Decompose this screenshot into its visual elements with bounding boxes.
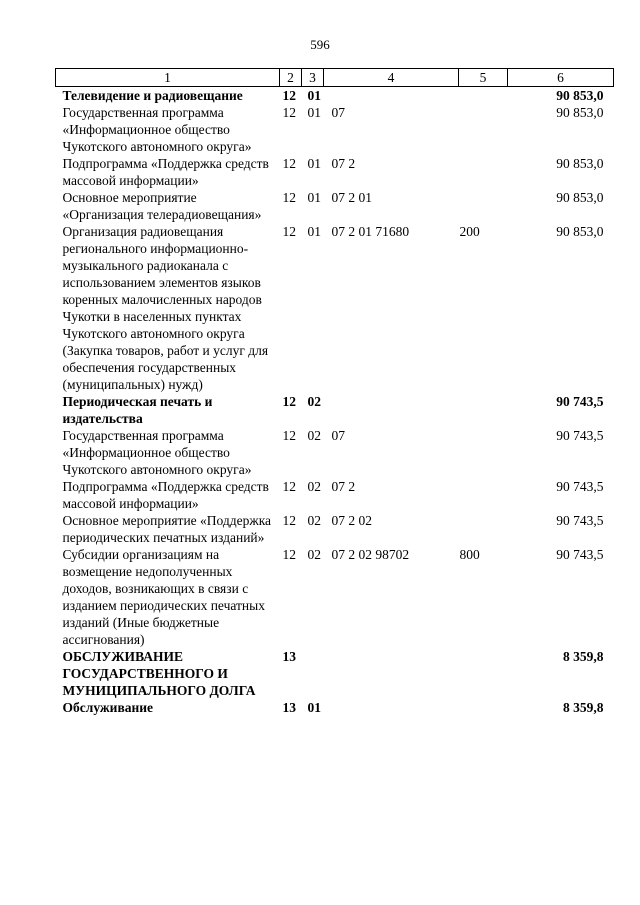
table-row: [56, 223, 614, 393]
row-name-cell: Подпрограмма «Поддержка средств массовой информации»: [62, 479, 269, 511]
subsection-code-cell: [302, 648, 324, 699]
subsection-code-cell: 01: [307, 190, 321, 205]
section-code-cell: 12: [282, 479, 296, 494]
table-row: [56, 427, 614, 478]
subsection-code-cell: 02: [307, 513, 321, 528]
column-header-1: 1: [56, 69, 280, 87]
column-header-3: 3: [302, 69, 324, 87]
section-code-cell: 12: [282, 105, 296, 120]
section-code-cell: 12: [282, 190, 296, 205]
section-code-cell: 12: [282, 428, 296, 443]
subsection-code-cell: 02: [307, 394, 321, 409]
target-article-cell: 07 2: [331, 479, 356, 494]
expense-type-cell: 800: [459, 547, 480, 562]
amount-cell: 8 359,8: [563, 649, 604, 664]
amount-cell: 90 743,5: [556, 428, 604, 443]
row-name-cell: Обслуживание: [62, 700, 154, 715]
column-header-2: 2: [280, 69, 302, 87]
subsection-code-cell: 01: [307, 105, 321, 120]
target-article-cell: [324, 699, 459, 716]
amount-cell: 90 743,5: [556, 513, 604, 528]
expense-type-cell: [459, 648, 508, 699]
section-code-cell: 12: [282, 547, 296, 562]
expense-type-cell: [459, 478, 508, 512]
section-code-cell: 13: [282, 700, 296, 715]
table-row: [56, 393, 614, 427]
amount-cell: 90 743,5: [556, 394, 604, 409]
target-article-cell: 07 2 01 71680: [331, 224, 410, 239]
section-code-cell: 13: [282, 649, 296, 664]
expense-type-cell: [459, 427, 508, 478]
target-article-cell: 07 2 02: [331, 513, 372, 528]
expense-type-cell: [459, 512, 508, 546]
expense-type-cell: [459, 155, 508, 189]
target-article-cell: 07 2 02 98702: [331, 547, 410, 562]
table-row: [56, 512, 614, 546]
row-name-cell: ОБСЛУЖИВАНИЕ ГОСУДАРСТВЕННОГО И МУНИЦИПАЛЬНОГО ДОЛГА: [62, 649, 256, 698]
subsection-code-cell: 01: [307, 224, 321, 239]
table-row: [56, 648, 614, 699]
column-header-6: 6: [508, 69, 614, 87]
budget-table: [55, 68, 614, 716]
row-name-cell: Субсидии организациям на возмещение недополученных доходов, возникающих в связи с изданием периодических печатных изданий (Иные бюджетные ассигнования): [62, 547, 265, 647]
section-code-cell: 12: [282, 224, 296, 239]
page-number: 596: [310, 37, 330, 52]
row-name-cell: Телевидение и радиовещание: [62, 88, 243, 103]
amount-cell: 90 853,0: [556, 88, 604, 103]
table-row: [56, 104, 614, 155]
table-row: [56, 546, 614, 648]
target-article-cell: 07 2: [331, 156, 356, 171]
expense-type-cell: 200: [459, 224, 480, 239]
amount-cell: 90 743,5: [556, 479, 604, 494]
expense-type-cell: [459, 104, 508, 155]
amount-cell: 90 853,0: [556, 156, 604, 171]
subsection-code-cell: 02: [307, 428, 321, 443]
target-article-cell: [324, 393, 459, 427]
amount-cell: 90 853,0: [556, 224, 604, 239]
row-name-cell: Периодическая печать и издательства: [62, 394, 213, 426]
subsection-code-cell: 01: [307, 700, 321, 715]
table-row: [56, 155, 614, 189]
table-row: [56, 478, 614, 512]
amount-cell: 90 743,5: [556, 547, 604, 562]
target-article-cell: 07 2 01: [331, 190, 372, 205]
subsection-code-cell: 01: [307, 88, 321, 103]
target-article-cell: 07: [331, 105, 345, 120]
amount-cell: 90 853,0: [556, 190, 604, 205]
row-name-cell: Государственная программа «Информационное общество Чукотского автономного округа»: [62, 105, 252, 154]
section-code-cell: 12: [282, 156, 296, 171]
subsection-code-cell: 02: [307, 547, 321, 562]
section-code-cell: 12: [282, 513, 296, 528]
column-header-4: 4: [324, 69, 459, 87]
section-code-cell: 12: [282, 88, 296, 103]
expense-type-cell: [459, 699, 508, 716]
expense-type-cell: [459, 393, 508, 427]
row-name-cell: Подпрограмма «Поддержка средств массовой информации»: [62, 156, 269, 188]
target-article-cell: [324, 87, 459, 105]
section-code-cell: 12: [282, 394, 296, 409]
amount-cell: 8 359,8: [563, 700, 604, 715]
amount-cell: 90 853,0: [556, 105, 604, 120]
expense-type-cell: [459, 189, 508, 223]
table-row: [56, 87, 614, 105]
table-row: [56, 699, 614, 716]
subsection-code-cell: 02: [307, 479, 321, 494]
target-article-cell: 07: [331, 428, 345, 443]
target-article-cell: [324, 648, 459, 699]
column-header-5: 5: [459, 69, 508, 87]
row-name-cell: Государственная программа «Информационное общество Чукотского автономного округа»: [62, 428, 252, 477]
subsection-code-cell: 01: [307, 156, 321, 171]
column-number-header-row: [56, 69, 614, 87]
table-row: [56, 189, 614, 223]
row-name-cell: Основное мероприятие «Поддержка периодических печатных изданий»: [62, 513, 272, 545]
row-name-cell: Организация радиовещания регионального информационно-музыкального радиоканала с использованием элементов языков коренных малочисленных народов Чукотки в населенных пунктах Чукотского автономного округа (Закупка товаров, работ и услуг для обеспечения государственных (муниципальных) нужд): [62, 224, 269, 392]
row-name-cell: Основное мероприятие «Организация телерадиовещания»: [62, 190, 262, 222]
expense-type-cell: [459, 87, 508, 105]
